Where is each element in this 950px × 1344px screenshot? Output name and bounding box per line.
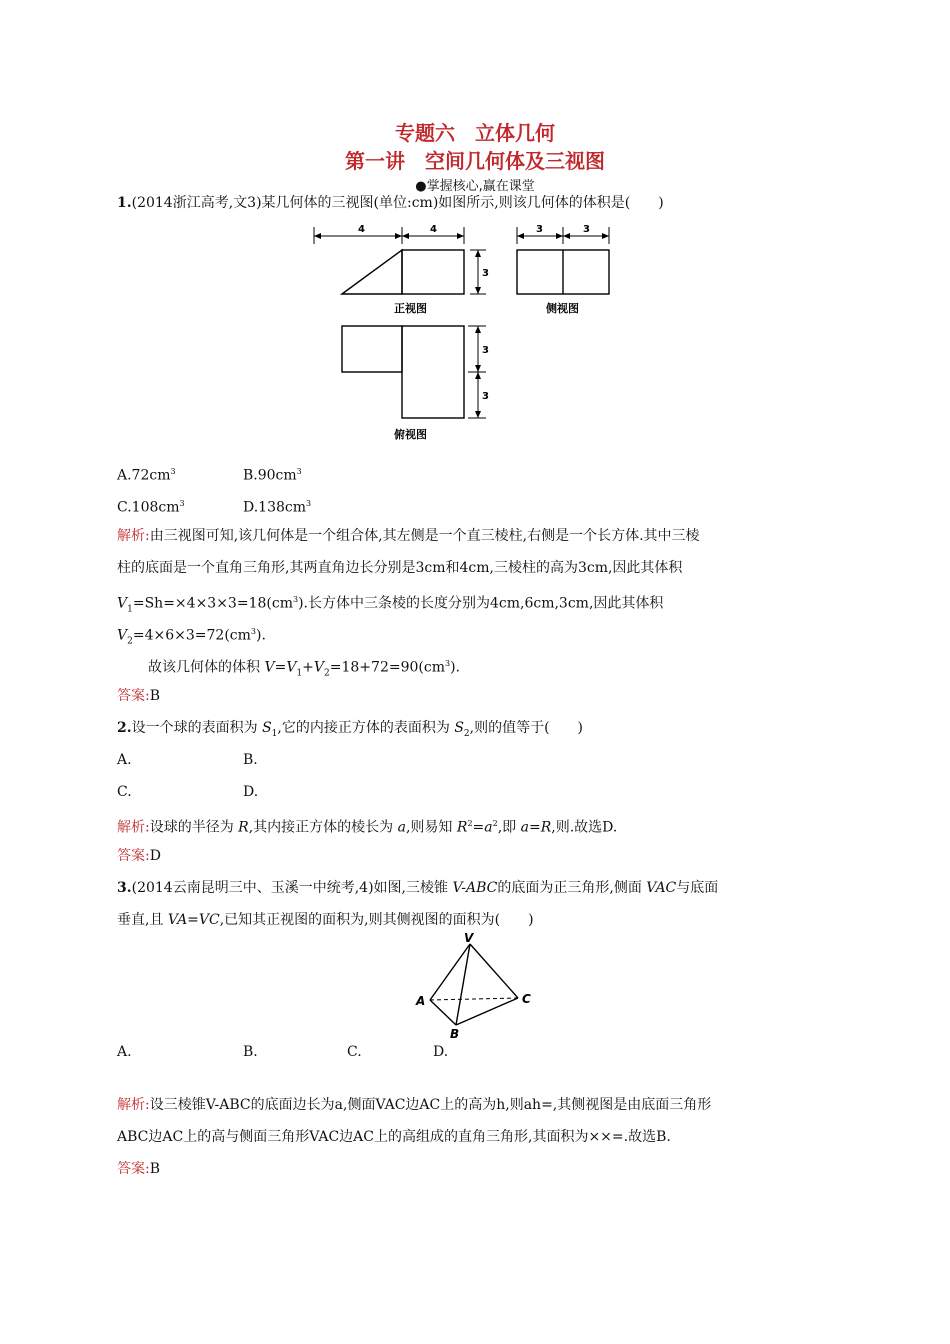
q1-analysis-line5: 故该几何体的体积 $V=V_1+V_2=18+72=90(cm^3)$.	[148, 659, 460, 679]
question-text: (2014浙江高考,文3)某几何体的三视图(单位:cm)如图所示,则该几何体的体积是( )	[131, 195, 664, 211]
edge-va	[430, 944, 470, 1000]
q1-option-d: $D.138cm^3$	[243, 499, 312, 516]
q2-answer: 答案:D	[117, 848, 161, 864]
dim-3-front: 3	[482, 268, 489, 279]
front-view-rect	[402, 250, 464, 294]
q2-option-d: D.	[243, 784, 259, 800]
three-view-diagram	[300, 218, 630, 448]
q2-option-c: C.	[117, 784, 132, 800]
vertex-a: A	[416, 994, 426, 1008]
analysis-label: 解析:	[117, 528, 150, 544]
front-view-triangle	[342, 250, 402, 294]
top-view-right-rect	[402, 326, 464, 418]
edge-bc	[456, 998, 518, 1025]
q1-option-a: $A.72cm^3$	[117, 467, 176, 484]
q1-answer: 答案:B	[117, 688, 161, 704]
top-view-label: 俯视图	[394, 428, 427, 441]
question-3-line1: 3.(2014云南昆明三中、玉溪一中统考,4)如图,三棱锥 V-ABC的底面为正三角形,侧面 VAC与底面	[117, 880, 719, 896]
q1-option-b: $B.90cm^3$	[243, 467, 302, 484]
question-number: 1.	[117, 195, 132, 211]
question-2: 2.设一个球的表面积为 $S_1$,它的内接正方体的表面积为 $S_2$,则的值等于( )	[117, 720, 584, 739]
q3-option-c: C.	[347, 1044, 362, 1060]
q1-analysis-line4: $V_2=4\times 6\times 3=72(cm^3)$.	[117, 627, 266, 647]
side-view-label: 侧视图	[546, 302, 579, 315]
q2-option-a: A.	[117, 752, 132, 768]
dim-4-right: 4	[430, 224, 437, 235]
q3-option-b: B.	[243, 1044, 258, 1060]
lecture-title: 第一讲 空间几何体及三视图	[345, 149, 605, 173]
edge-vb	[456, 944, 470, 1025]
q3-answer: 答案:B	[117, 1161, 161, 1177]
question-3-line2: 垂直,且 VA=VC,已知其正视图的面积为,则其侧视图的面积为( )	[117, 912, 534, 928]
q2-analysis: 解析:设球的半径为 R,其内接正方体的棱长为 a,则易知 $R^2=a^2$,即 a=R,则.故选D.	[117, 819, 618, 836]
q1-analysis-line3: $V_1=Sh=\times 4\times 3\times 3=18(cm^3)$.长方体中三条棱的长度分别为4cm,6cm,3cm,因此其体积	[117, 595, 664, 615]
q2-option-b: B.	[243, 752, 258, 768]
dim-3-side-right: 3	[583, 224, 590, 235]
dim-3-side-left: 3	[536, 224, 543, 235]
q1-analysis-line2: 柱的底面是一个直角三角形,其两直角边长分别是3cm和4cm,三棱柱的高为3cm,因此其体积	[117, 560, 683, 576]
question-1	[117, 193, 664, 213]
vertex-c: C	[522, 992, 531, 1006]
top-view-left-rect	[342, 326, 402, 372]
dim-3-top-upper: 3	[482, 345, 489, 356]
q3-option-a: A.	[117, 1044, 132, 1060]
page-title: 专题六 立体几何	[395, 121, 555, 145]
dim-4-left: 4	[358, 224, 365, 235]
pyramid-diagram	[410, 932, 540, 1044]
q1-option-c: $C.108cm^3$	[117, 499, 185, 516]
dim-3-top-lower: 3	[482, 391, 489, 402]
answer-label: 答案:	[117, 688, 150, 704]
edge-vc	[470, 944, 518, 998]
edge-ab	[430, 1000, 456, 1025]
section-subtitle: ●掌握核心,赢在课堂	[415, 179, 535, 194]
front-view-label: 正视图	[394, 302, 427, 315]
q1-analysis-line1: 解析:由三视图可知,该几何体是一个组合体,其左侧是一个直三棱柱,右侧是一个长方体.其中三棱	[117, 528, 700, 544]
q3-analysis-line2: ABC边AC上的高与侧面三角形VAC边AC上的高组成的直角三角形,其面积为××=.故选B.	[117, 1129, 671, 1145]
vertex-b: B	[450, 1027, 460, 1041]
edge-ac-hidden	[430, 998, 518, 1000]
vertex-v: V	[464, 932, 474, 945]
q3-option-d: D.	[433, 1044, 449, 1060]
q3-analysis-line1: 解析:设三棱锥V-ABC的底面边长为a,侧面VAC边AC上的高为h,则ah=,其侧视图是由底面三角形	[117, 1097, 712, 1113]
